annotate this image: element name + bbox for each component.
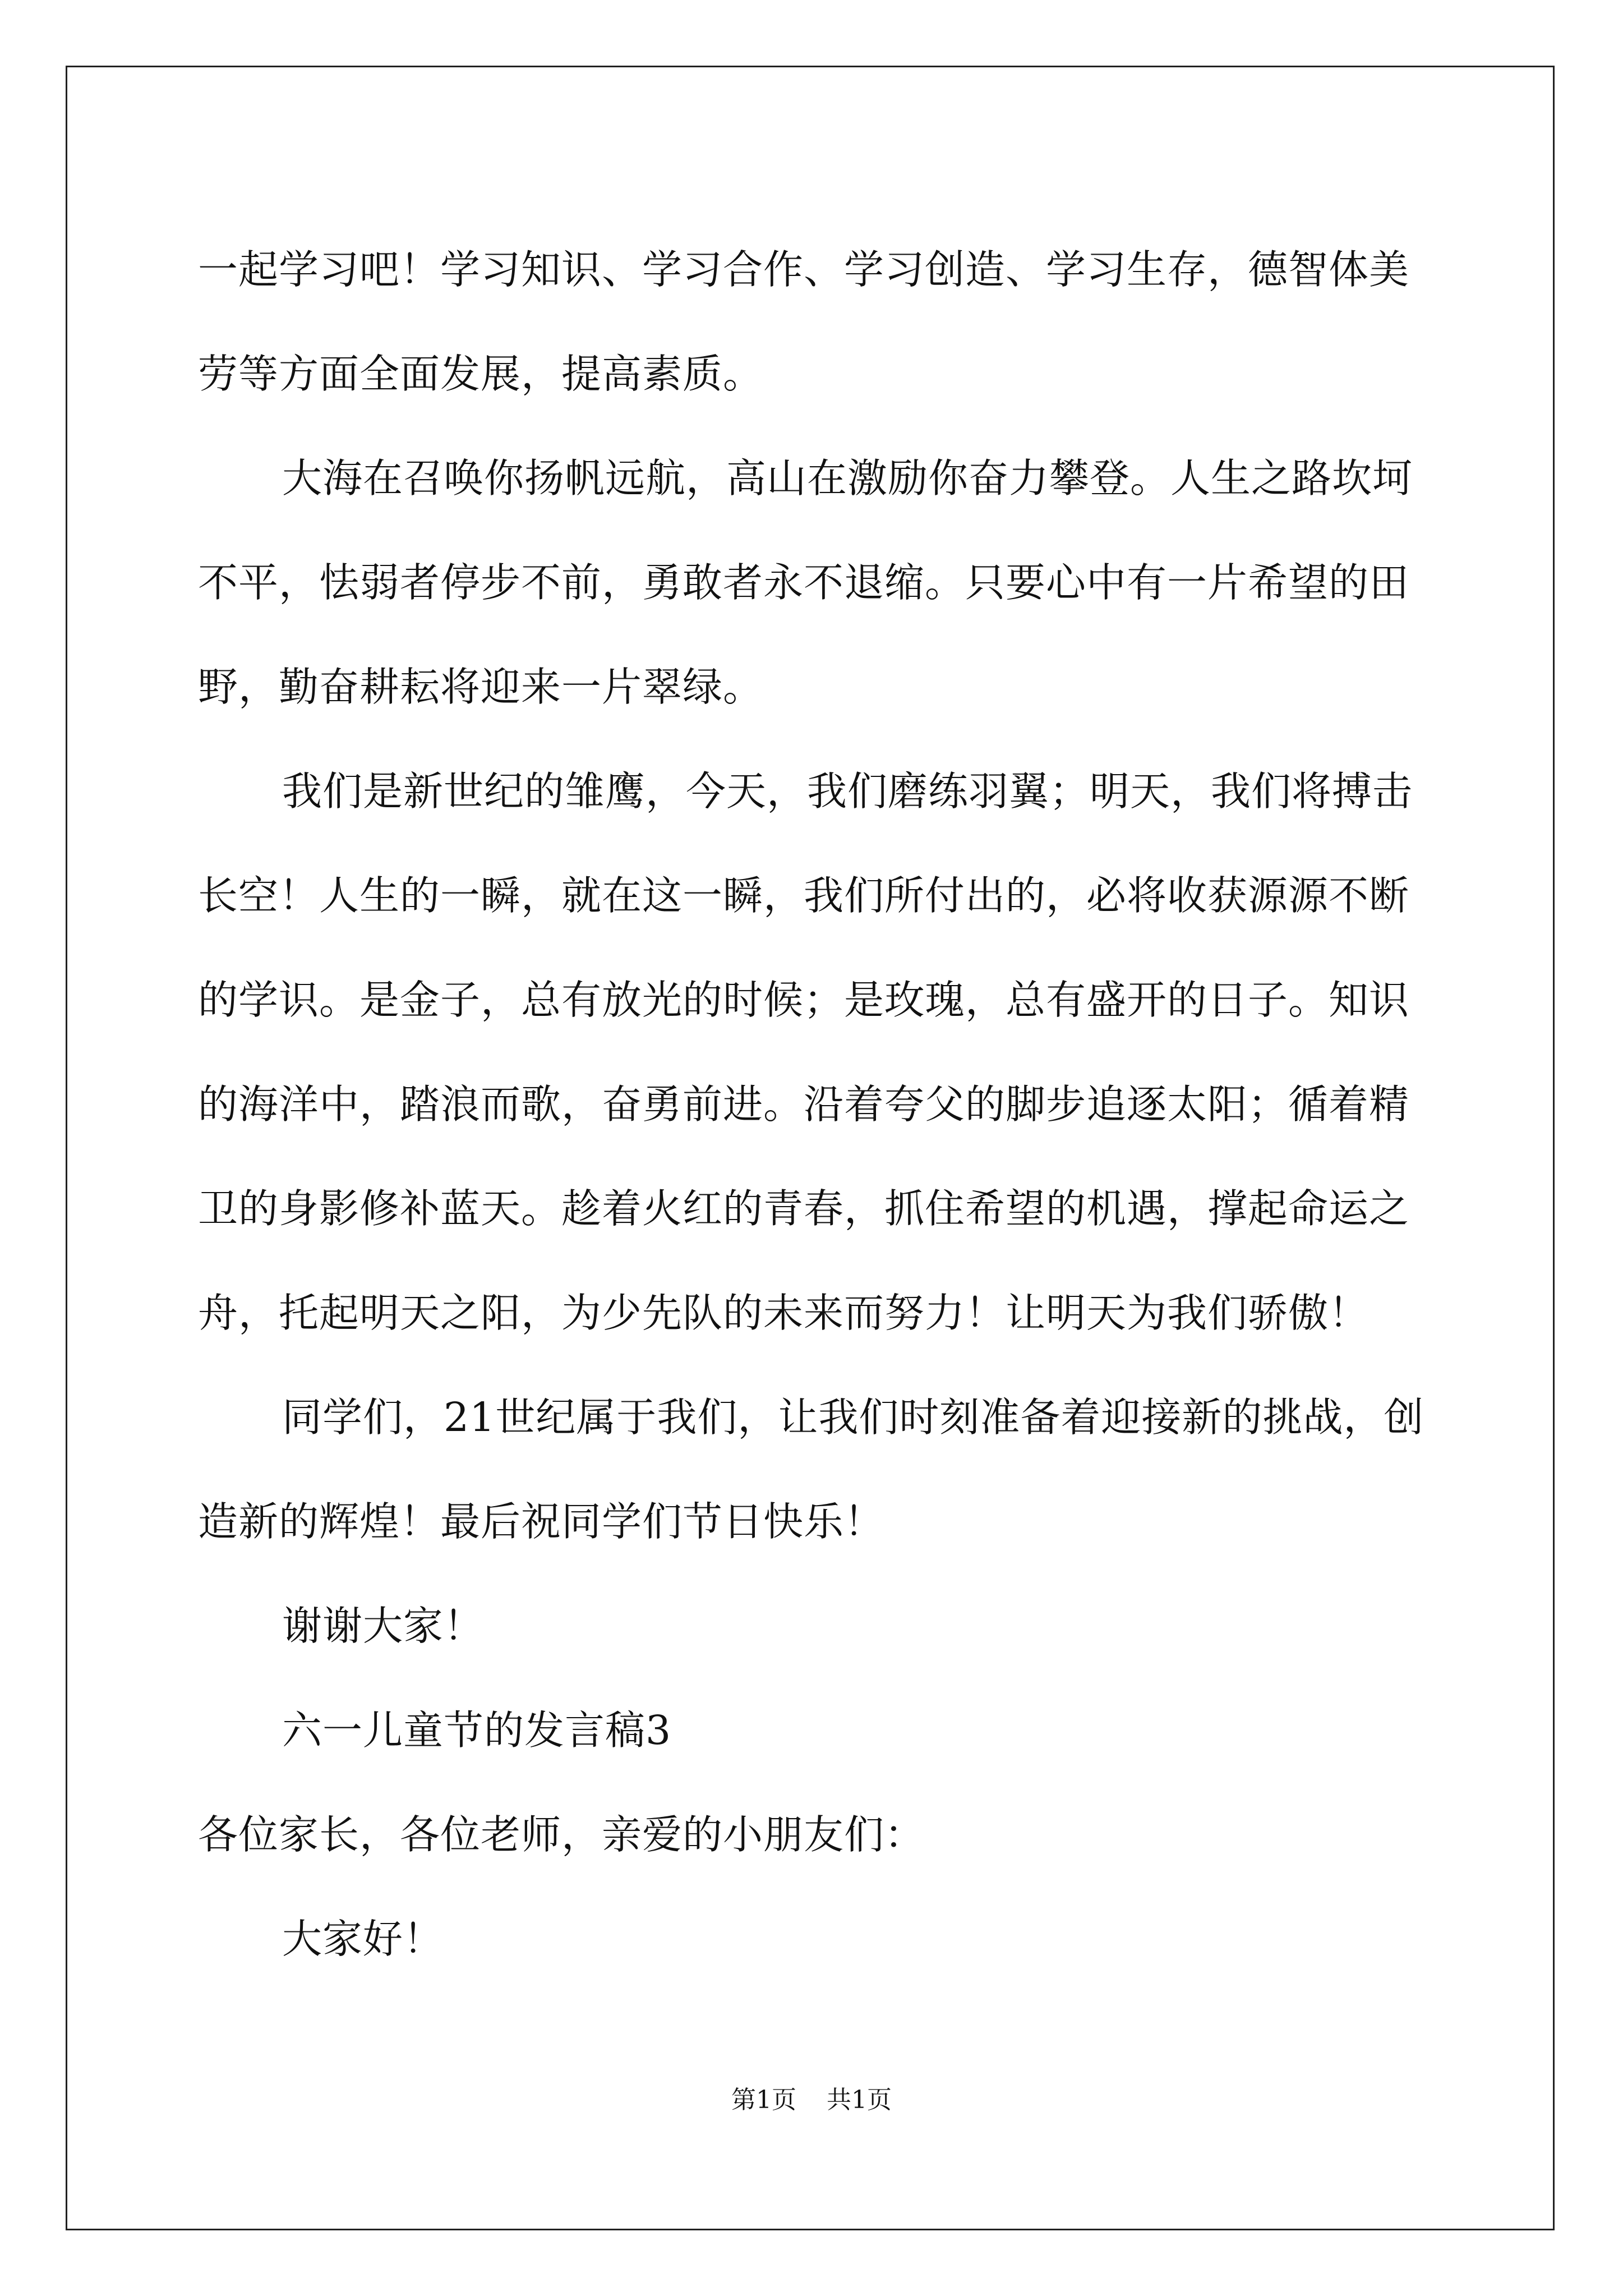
paragraph-1: 一起学习吧！学习知识、学习合作、学习创造、学习生存，德智体美劳等方面全面发展，提高素质。: [198, 246, 1410, 397]
page-footer: [0, 2083, 1623, 2117]
page-number-total: 共1页: [827, 2086, 892, 2114]
section-heading: 六一儿童节的发言稿3: [282, 1707, 672, 1754]
paragraph-thanks: 谢谢大家！: [282, 1603, 485, 1649]
greeting: 大家好！: [282, 1916, 444, 1962]
paragraph-4: 同学们，21世纪属于我们，让我们时刻准备着迎接新的挑战，创造新的辉煌！最后祝同学们节日快乐！: [198, 1394, 1424, 1545]
document-body: [198, 218, 1426, 1991]
salutation: 各位家长，各位老师，亲爱的小朋友们：: [198, 1811, 925, 1858]
paragraph-2: 大海在召唤你扬帆远航，高山在激励你奋力攀登。人生之路坎坷不平，怯弱者停步不前，勇敢者永不退缩。只要心中有一片希望的田野，勤奋耕耘将迎来一片翠绿。: [198, 455, 1413, 710]
page-number-current: 第1页: [731, 2086, 796, 2114]
paragraph-3: 我们是新世纪的雏鹰，今天，我们磨练羽翼；明天，我们将搏击长空！人生的一瞬，就在这一瞬，我们所付出的，必将收获源源不断的学识。是金子，总有放光的时候；是玫瑰，总有盛开的日子。知识的海洋中，踏浪而歌，奋勇前进。沿着夸父的脚步追逐太阳；循着精卫的身影修补蓝天。趁着火红的青春，抓住希望的机遇，撑起命运之舟，托起明天之阳，为少先队的未来而努力！让明天为我们骄傲！: [198, 768, 1413, 1336]
